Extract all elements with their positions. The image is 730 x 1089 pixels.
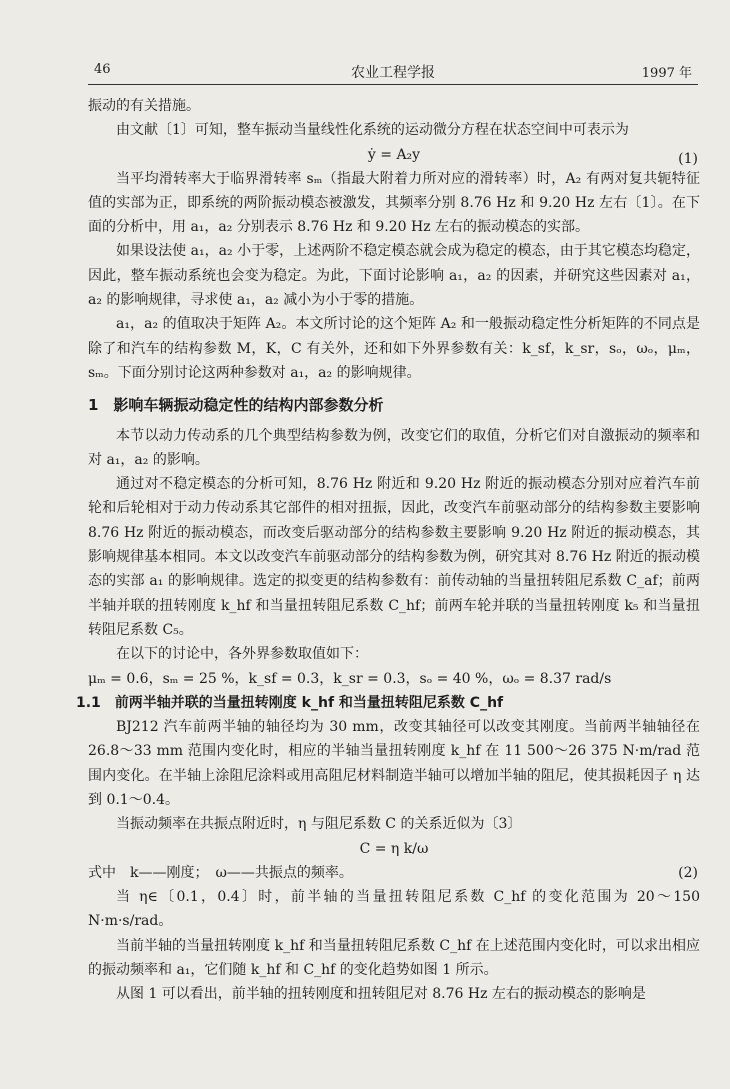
paragraph-3: 如果设法使 a₁，a₂ 小于零，上述两阶不稳定模态就会成为稳定的模态，由于其它模态均稳定，因此，整车振动系统也会变为稳定。为此，下面讨论影响 a₁，a₂ 的因素，并研究这些因素对 a₁，a₂ 的影响规律，寻求使 a₁，a₂ 减小为小于零的措施。: [88, 243, 700, 309]
equation-2-number: (2): [678, 864, 698, 881]
article-body: [76, 94, 700, 1006]
paragraph-0: 振动的有关措施。: [88, 98, 200, 114]
journal-title: 农业工程学报: [351, 65, 435, 81]
equation-1-body: ẏ = A₂y: [367, 146, 421, 163]
paragraph-8: BJ212 汽车前两半轴的轴径均为 30 mm，改变其轴径可以改变其刚度。当前两半轴轴径在 26.8～33 mm 范围内变化时，相应的半轴当量扭转刚度 k_hf 在 11 500～26 375 N·m/rad 范围内变化。在半轴上涂阻尼涂料或用高阻尼材料制造半轴可以增加半轴的阻尼，使其损耗因子 η 达到 0.1～0.4。: [88, 719, 700, 809]
equation-1-number: (1): [678, 150, 698, 167]
equation-1: [88, 143, 700, 167]
paragraph-5: 本节以动力传动系的几个典型结构参数为例，改变它们的取值，分析它们对自激振动的频率和对 a₁，a₂ 的影响。: [88, 427, 700, 468]
equation-2-body: C = η k/ω: [359, 840, 429, 857]
paragraph-6: 通过对不稳定模态的分析可知，8.76 Hz 附近和 9.20 Hz 附近的振动模态分别对应着汽车前轮和后轮相对于动力传动系其它部件的相对扭振，因此，改变汽车前驱动部分的结构参数主要影响 8.76 Hz 附近的振动模态，而改变后驱动部分的结构参数主要影响 9.20 Hz 附近的振动模态，其影响规律基本相同。本文以改变汽车前驱动部分的结构参数为例，研究其对 8.76 Hz 附近的振动模态的实部 a₁ 的影响规律。选定的拟变更的结构参数有：前传动轴的当量扭转阻尼系数 C_af；前两半轴并联的扭转刚度 k_hf 和当量扭转阻尼系数 C_hf；前两车轮并联的当量扭转刚度 k₅ 和当量扭转阻尼系数 C₅。: [88, 476, 700, 638]
parameter-values: μₘ = 0.6，sₘ = 25 %，k_sf = 0.3，k_sr = 0.3，sₒ = 40 %，ωₒ = 8.37 rad/s: [88, 670, 612, 687]
paragraph-10: 式中 k——刚度； ω——共振点的频率。: [88, 864, 353, 881]
section-heading-1: 1 影响车辆振动稳定性的结构内部参数分析: [88, 396, 384, 415]
paragraph-13: 从图 1 可以看出，前半轴的扭转刚度和扭转阻尼对 8.76 Hz 左右的振动模态的影响是: [116, 986, 646, 1003]
running-header: [88, 58, 698, 85]
paragraph-7: 在以下的讨论中，各外界参数取值如下：: [116, 646, 368, 663]
page-number: 46: [94, 62, 111, 77]
paragraph-1: 由文献〔1〕可知，整车振动当量线性化系统的运动微分方程在状态空间中可表示为: [116, 122, 629, 139]
subsection-heading-1-1: 1.1 前两半轴并联的当量扭转刚度 k_hf 和当量扭转阻尼系数 C_hf: [76, 694, 504, 711]
paragraph-12: 当前半轴的当量扭转刚度 k_hf 和当量扭转阻尼系数 C_hf 在上述范围内变化时，可以求出相应的振动频率和 a₁，它们随 k_hf 和 C_hf 的变化趋势如图 1 所示。: [88, 937, 700, 978]
paragraph-11: 当 η∈〔0.1，0.4〕时，前半轴的当量扭转阻尼系数 C_hf 的变化范围为 20～150 N·m·s/rad。: [88, 888, 700, 930]
equation-2-legend: [88, 861, 700, 885]
paragraph-4: a₁，a₂ 的值取决于矩阵 A₂。本文所讨论的这个矩阵 A₂ 和一般振动稳定性分析矩阵的不同点是除了和汽车的结构参数 M，K，C 有关外，还和如下外界参数有关：k_sf，k_sr，sₒ，ωₒ，μₘ，sₘ。下面分别讨论这两种参数对 a₁，a₂ 的影响规律。: [88, 316, 700, 381]
publication-year: 1997 年: [641, 66, 692, 81]
paragraph-2: 当平均滑转率大于临界滑转率 sₘ（指最大附着力所对应的滑转率）时，A₂ 有两对复共轭特征值的实部为正，即系统的两阶振动模态被激发，其频率分别 8.76 Hz 和 9.20 Hz 左右〔1〕。在下面的分析中，用 a₁，a₂ 分别表示 8.76 Hz 和 9.20 Hz 左右的振动模态的实部。: [88, 170, 700, 236]
paragraph-9: 当振动频率在共振点附近时，η 与阻尼系数 C 的关系近似为〔3〕: [116, 816, 522, 833]
equation-2: [88, 837, 700, 861]
